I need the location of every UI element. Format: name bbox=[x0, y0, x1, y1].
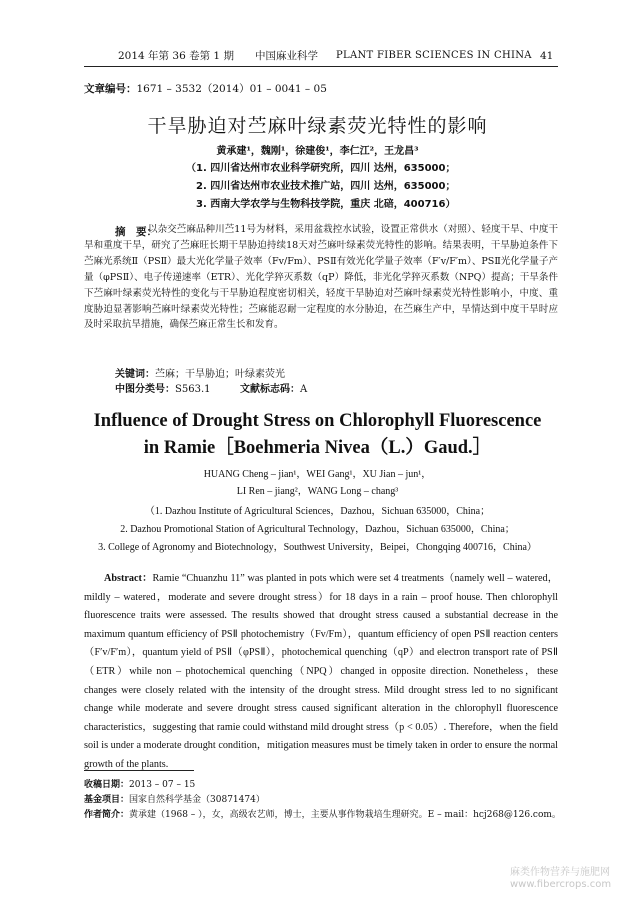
clc-value: S563.1 bbox=[175, 384, 211, 395]
article-number bbox=[84, 81, 327, 96]
clc-label: 中图分类号： bbox=[115, 384, 175, 395]
article-number-value: 1671 – 3532（2014）01 – 0041 – 05 bbox=[136, 83, 327, 95]
watermark-line-2: www.fibercrops.com bbox=[510, 879, 612, 890]
english-abstract-label: Abstract： bbox=[104, 573, 153, 584]
english-affiliation-1: （1. Dazhou Institute of Agricultural Sciences，Dazhou，Sichuan 635000，China； bbox=[144, 506, 491, 517]
fund-label: 基金项目： bbox=[84, 795, 130, 805]
watermark-line-1: 麻类作物营养与施肥网 bbox=[510, 867, 610, 878]
english-abstract-text: Ramie “Chuanzhu 11” was planted in pots which were set 4 treatments（namely well – watered，mildly – watered，moderate and severe drought stress）for 18 days in a rain – proof house. Then chlorophyll fluorescence traits were assessed. The results showed that drought stress caused a substantial decrease in the maximum quantum efficiency of PSⅡ photochemistry（Fv/Fm），quantum efficiency of open PSⅡ reaction centers（F′v/F′m），quantum yield of PSⅡ（φPSⅡ），photochemical quenching（qP）and electron transport rate of PSⅡ（ETR）while non – photochemical quenching（NPQ）changed in opposite direction. Nonetheless，these changes were closely related with the intensity of the drought stress. Mild drought stress led to no significant change while moderate and severe drought stress caused significant alteration in the chlorophyll fluorescence characteristics，suggesting that ramie could withstand mild drought stress（p < 0.05）. Therefore，when the field soil is under a moderate drought condition，mitigation measures must be timely taken in order to ensure the normal growth of the plants. bbox=[84, 573, 558, 770]
english-authors-line-1: HUANG Cheng – jian¹，WEI Gang¹，XU Jian – jun¹， bbox=[203, 469, 432, 480]
doc-code-label: 文献标志码： bbox=[240, 384, 300, 395]
chinese-affiliation-1: （1. 四川省达州市农业科学研究所，四川 达州，635000； bbox=[186, 163, 456, 174]
english-abstract bbox=[84, 570, 558, 775]
header-rule bbox=[84, 66, 558, 67]
received-date bbox=[84, 777, 195, 790]
journal-header-right: PLANT FIBER SCIENCES IN CHINA bbox=[336, 50, 532, 61]
site-watermark bbox=[510, 867, 611, 891]
journal-header-left: 2014 年第 36 卷第 1 期 中国麻业科学 bbox=[118, 50, 318, 62]
keywords-text: 苎麻；干旱胁迫；叶绿素荧光 bbox=[155, 369, 285, 380]
received-value: 2013 – 07 – 15 bbox=[129, 780, 196, 790]
english-authors bbox=[0, 466, 635, 500]
chinese-affiliation-3: 3. 西南大学农学与生物科技学院，重庆 北碚，400716） bbox=[196, 199, 456, 210]
chinese-affiliation-2: 2. 四川省达州市农业技术推广站，四川 达州，635000； bbox=[196, 181, 456, 192]
author-bio-label: 作者简介： bbox=[84, 810, 130, 820]
english-title-line-2: in Ramie［Boehmeria Nivea（L.）Gaud.］ bbox=[143, 438, 492, 458]
doc-code-value: A bbox=[300, 384, 308, 395]
received-label: 收稿日期： bbox=[84, 780, 130, 790]
footnote-rule bbox=[84, 770, 194, 771]
chinese-title: 干旱胁迫对苎麻叶绿素荧光特性的影响 bbox=[147, 115, 488, 137]
article-number-label: 文章编号： bbox=[84, 83, 137, 95]
page-number: 41 bbox=[540, 50, 554, 62]
author-bio-value: 黄承建（1968 – ），女，高级农艺师，博士，主要从事作物栽培生理研究。E – mail：hcj268@126.com。 bbox=[129, 810, 561, 820]
fund-value: 国家自然科学基金（30871474） bbox=[129, 795, 265, 805]
english-title bbox=[0, 408, 635, 462]
keywords bbox=[115, 365, 285, 380]
chinese-abstract-text: 以杂交苎麻品种川苎11号为材料，采用盆栽控水试验，设置正常供水（对照）、轻度干旱、中度干旱和重度干旱，研究了苎麻旺长期干旱胁迫持续18天对苎麻叶绿素荧光特性的影响。结果表明，干旱胁迫条件下苎麻光系统Ⅱ（PSⅡ）最大光化学量子效率（Fv/Fm）、PSⅡ有效光化学量子效率（F′v/F′m）、PSⅡ光化学量子产量（φPSⅡ）、电子传递速率（ETR）、光化学猝灭系数（qP）降低，非光化学猝灭系数（NPQ）提高；干旱条件下苎麻叶绿素荧光特性的变化与干旱胁迫程度密切相关，轻度干旱胁迫对苎麻叶绿素荧光特性影响小，中度、重度胁迫显著影响苎麻叶绿素荧光特性；苎麻能忍耐一定程度的水分胁迫，在苎麻生产中，旱情达到中度干旱时应及时采取抗旱措施，确保苎麻正常生长和发育。 bbox=[84, 224, 558, 331]
english-affiliation-2: 2. Dazhou Promotional Station of Agricultural Technology，Dazhou，Sichuan 635000，China； bbox=[120, 524, 515, 535]
english-authors-line-2: LI Ren – jiang²，WANG Long – chang³ bbox=[236, 486, 399, 497]
english-title-line-1: Influence of Drought Stress on Chlorophyll Fluorescence bbox=[93, 411, 542, 431]
fund-project bbox=[84, 792, 265, 805]
english-affiliation-3: 3. College of Agronomy and Biotechnology，Southwest University，Beipei，Chongqing 400716，China） bbox=[98, 542, 537, 553]
author-bio bbox=[84, 807, 561, 820]
keywords-label: 关键词： bbox=[115, 369, 155, 380]
classification-line bbox=[115, 380, 307, 395]
chinese-abstract-label: 摘 要： bbox=[115, 226, 157, 238]
chinese-authors: 黄承建¹，魏刚¹，徐建俊¹，李仁江²，王龙昌³ bbox=[216, 146, 419, 157]
